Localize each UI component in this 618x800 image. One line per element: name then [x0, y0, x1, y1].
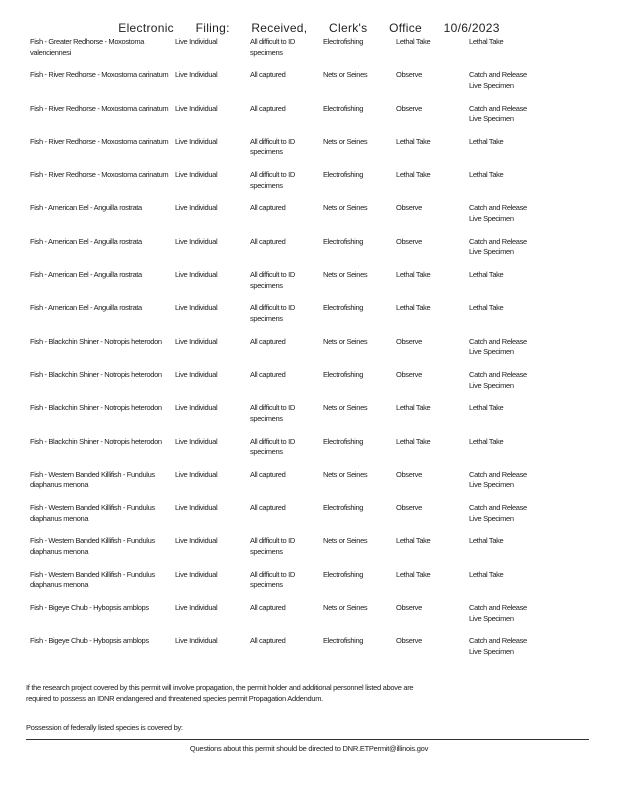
life-stage-cell: Live Individual — [175, 403, 218, 413]
disposition-cell: Lethal Take — [469, 37, 504, 46]
species-cell: Fish - Blackchin Shiner - Notropis heterodon — [30, 369, 162, 379]
species-cell: Fish - Bigeye Chub - Hybopsis amblops — [30, 636, 149, 646]
capture-criteria-cell: All difficult to ID specimens — [250, 536, 295, 557]
method-cell: Nets or Seines — [323, 136, 368, 146]
life-stage-cell: Live Individual — [175, 303, 218, 313]
disposition-cell: Catch and Release Live Specimen — [469, 503, 527, 523]
disposition-cell: Lethal Take — [469, 436, 504, 446]
method-cell: Electrofishing — [323, 369, 364, 379]
species-cell: Fish - Bigeye Chub - Hybopsis amblops — [30, 603, 149, 613]
method-cell: Electrofishing — [323, 236, 364, 246]
table-row — [30, 503, 529, 536]
capture-criteria-cell: All difficult to ID specimens — [250, 270, 295, 290]
table-row — [30, 303, 529, 336]
filing-stamp: Electronic Filing: Received, Clerk's Office 10/6/2023 — [118, 21, 500, 35]
disposition-cell: Lethal Take — [469, 303, 504, 313]
table-row — [30, 104, 529, 137]
method-cell: Electrofishing — [323, 569, 364, 579]
fate-cell: Lethal Take — [396, 303, 431, 313]
disposition-cell: Catch and Release Live Specimen — [469, 636, 527, 656]
life-stage-cell: Live Individual — [175, 636, 218, 646]
species-cell: Fish - River Redhorse - Moxostoma carinatum — [30, 70, 169, 80]
life-stage-cell: Live Individual — [175, 170, 218, 180]
table-row — [30, 437, 529, 470]
disposition-cell: Catch and Release Live Specimen — [469, 203, 527, 224]
method-cell: Nets or Seines — [323, 603, 368, 613]
capture-criteria-cell: All difficult to ID specimens — [250, 37, 295, 57]
life-stage-cell: Live Individual — [175, 369, 218, 379]
life-stage-cell: Live Individual — [175, 603, 218, 613]
capture-criteria-cell: All captured — [250, 636, 286, 646]
life-stage-cell: Live Individual — [175, 103, 218, 113]
disposition-cell: Lethal Take — [469, 569, 504, 579]
fate-cell: Observe — [396, 203, 422, 213]
capture-criteria-cell: All captured — [250, 103, 286, 113]
capture-criteria-cell: All difficult to ID specimens — [250, 403, 295, 423]
life-stage-cell: Live Individual — [175, 203, 218, 213]
method-cell: Nets or Seines — [323, 403, 368, 413]
life-stage-cell: Live Individual — [175, 70, 218, 80]
capture-criteria-cell: All difficult to ID specimens — [250, 303, 295, 323]
species-table-body — [30, 37, 529, 670]
fate-cell: Observe — [396, 70, 422, 80]
fate-cell: Observe — [396, 369, 422, 379]
disposition-cell: Catch and Release Live Specimen — [469, 70, 527, 90]
table-row — [30, 237, 529, 270]
method-cell: Electrofishing — [323, 37, 364, 46]
capture-criteria-cell: All captured — [250, 70, 286, 80]
species-cell: Fish - American Eel - Anguilla rostrata — [30, 236, 142, 246]
footer-divider — [26, 739, 589, 740]
disposition-cell: Lethal Take — [469, 270, 504, 280]
life-stage-cell: Live Individual — [175, 236, 218, 246]
method-cell: Nets or Seines — [323, 203, 368, 213]
species-cell: Fish - American Eel - Anguilla rostrata — [30, 203, 142, 213]
life-stage-cell: Live Individual — [175, 569, 218, 579]
species-cell: Fish - River Redhorse - Moxostoma carinatum — [30, 170, 169, 180]
life-stage-cell: Live Individual — [175, 436, 218, 446]
fate-cell: Observe — [396, 103, 422, 113]
method-cell: Electrofishing — [323, 303, 364, 313]
life-stage-cell: Live Individual — [175, 270, 218, 280]
species-cell: Fish - Greater Redhorse - Moxostoma valenciennesi — [30, 37, 145, 57]
method-cell: Electrofishing — [323, 170, 364, 180]
table-row — [30, 337, 529, 370]
fate-cell: Observe — [396, 603, 422, 613]
method-cell: Nets or Seines — [323, 536, 368, 546]
method-cell: Electrofishing — [323, 103, 364, 113]
disposition-cell: Catch and Release Live Specimen — [469, 369, 527, 390]
method-cell: Nets or Seines — [323, 469, 368, 479]
table-row — [30, 536, 529, 569]
capture-criteria-cell: All captured — [250, 203, 286, 213]
fate-cell: Observe — [396, 336, 422, 346]
species-cell: Fish - Blackchin Shiner - Notropis heterodon — [30, 436, 162, 446]
contact-footer: Questions about this permit should be directed to DNR.ETPermit@illinois.gov — [189, 744, 429, 753]
method-cell: Electrofishing — [323, 436, 364, 446]
capture-criteria-cell: All captured — [250, 503, 286, 513]
fate-cell: Lethal Take — [396, 536, 431, 546]
fate-cell: Lethal Take — [396, 569, 431, 579]
table-row — [30, 636, 529, 669]
table-row — [30, 370, 529, 403]
life-stage-cell: Live Individual — [175, 469, 218, 479]
fate-cell: Observe — [396, 236, 422, 246]
table-row — [30, 37, 529, 70]
federal-species-note: Possession of federally listed species is covered by: — [26, 723, 183, 732]
disposition-cell: Catch and Release Live Specimen — [469, 236, 527, 257]
species-cell: Fish - American Eel - Anguilla rostrata — [30, 303, 142, 313]
table-row — [30, 137, 529, 170]
disposition-cell: Catch and Release Live Specimen — [469, 103, 527, 124]
method-cell: Electrofishing — [323, 636, 364, 646]
species-cell: Fish - Western Banded Killifish - Fundulus diaphanus menona — [30, 569, 155, 590]
fate-cell: Observe — [396, 636, 422, 646]
fate-cell: Observe — [396, 469, 422, 479]
disposition-cell: Catch and Release Live Specimen — [469, 469, 527, 490]
disposition-cell: Lethal Take — [469, 536, 504, 546]
species-cell: Fish - Western Banded Killifish - Fundulus diaphanus menona — [30, 536, 155, 557]
fate-cell: Observe — [396, 503, 422, 513]
species-cell: Fish - Blackchin Shiner - Notropis heterodon — [30, 336, 162, 346]
table-row — [30, 203, 529, 236]
method-cell: Nets or Seines — [323, 270, 368, 280]
species-cell: Fish - Western Banded Killifish - Fundulus diaphanus menona — [30, 469, 155, 490]
table-row — [30, 570, 529, 603]
capture-criteria-cell: All difficult to ID specimens — [250, 569, 295, 590]
disposition-cell: Catch and Release Live Specimen — [469, 336, 527, 357]
fate-cell: Lethal Take — [396, 270, 431, 280]
life-stage-cell: Live Individual — [175, 336, 218, 346]
capture-criteria-cell: All captured — [250, 369, 286, 379]
species-cell: Fish - River Redhorse - Moxostoma carinatum — [30, 103, 169, 113]
species-cell: Fish - Western Banded Killifish - Fundulus diaphanus menona — [30, 503, 155, 523]
capture-criteria-cell: All captured — [250, 603, 286, 613]
method-cell: Electrofishing — [323, 503, 364, 513]
table-row — [30, 470, 529, 503]
fate-cell: Lethal Take — [396, 37, 431, 46]
species-cell: Fish - River Redhorse - Moxostoma carinatum — [30, 136, 169, 146]
life-stage-cell: Live Individual — [175, 37, 218, 46]
table-row — [30, 270, 529, 303]
species-cell: Fish - Blackchin Shiner - Notropis heterodon — [30, 403, 162, 413]
propagation-note: If the research project covered by this permit will involve propagation, the permit holder and additional personnel listed above are required to possess an IDNR endangered and threatened species permit Propagation Addendum. — [26, 683, 414, 703]
method-cell: Nets or Seines — [323, 70, 368, 80]
species-cell: Fish - American Eel - Anguilla rostrata — [30, 270, 142, 280]
method-cell: Nets or Seines — [323, 336, 368, 346]
disposition-cell: Catch and Release Live Specimen — [469, 603, 527, 623]
fate-cell: Lethal Take — [396, 403, 431, 413]
capture-criteria-cell: All captured — [250, 469, 286, 479]
disposition-cell: Lethal Take — [469, 403, 504, 413]
disposition-cell: Lethal Take — [469, 170, 504, 180]
table-row — [30, 403, 529, 436]
fate-cell: Lethal Take — [396, 170, 431, 180]
life-stage-cell: Live Individual — [175, 136, 218, 146]
capture-criteria-cell: All captured — [250, 336, 286, 346]
capture-criteria-cell: All captured — [250, 236, 286, 246]
capture-criteria-cell: All difficult to ID specimens — [250, 170, 295, 190]
table-row — [30, 603, 529, 636]
table-row — [30, 70, 529, 103]
fate-cell: Lethal Take — [396, 436, 431, 446]
life-stage-cell: Live Individual — [175, 503, 218, 513]
capture-criteria-cell: All difficult to ID specimens — [250, 136, 295, 157]
table-row — [30, 170, 529, 203]
capture-criteria-cell: All difficult to ID specimens — [250, 436, 295, 457]
disposition-cell: Lethal Take — [469, 136, 504, 146]
fate-cell: Lethal Take — [396, 136, 431, 146]
species-table — [30, 37, 529, 670]
life-stage-cell: Live Individual — [175, 536, 218, 546]
